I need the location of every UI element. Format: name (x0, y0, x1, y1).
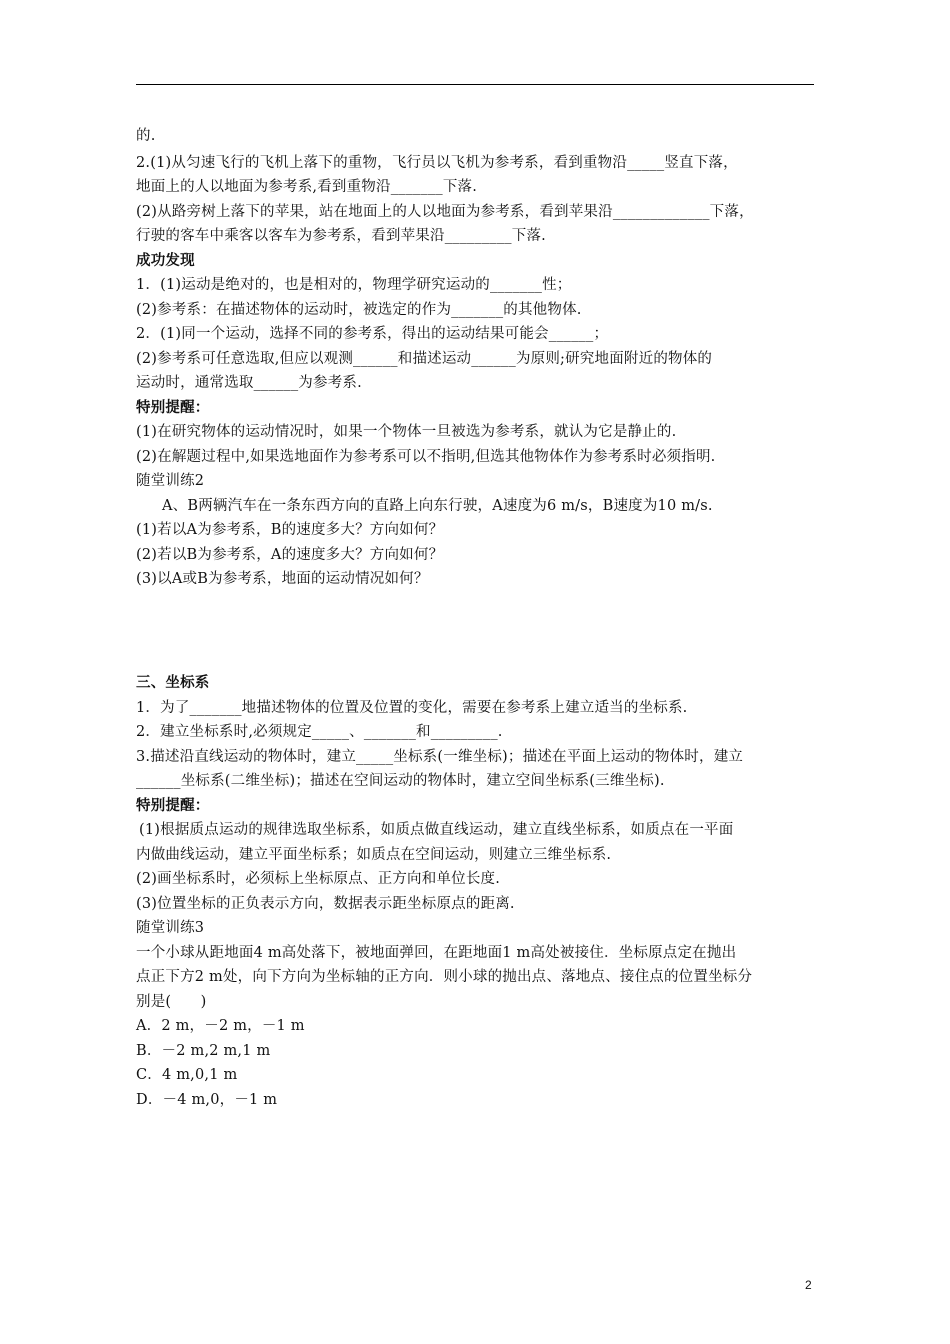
text-line: 2.(1)从匀速飞行的飞机上落下的重物，飞行员以飞机为参考系，看到重物沿_____竖直下落， (136, 155, 738, 171)
answer-option-d: D．－4 m,0，－1 m (136, 1092, 278, 1108)
section-heading: 成功发现 (136, 252, 195, 269)
text-line: (2)参考系：在描述物体的运动时，被选定的作为_______的其他物体. (136, 302, 582, 318)
answer-option-a: A．2 m，－2 m，－1 m (136, 1018, 305, 1034)
text-line: 行驶的客车中乘客以客车为参考系，看到苹果沿_________下落. (136, 228, 546, 244)
text-line: 一个小球从距地面4 m高处落下，被地面弹回，在距地面1 m高处被接住．坐标原点定在抛出 (136, 945, 737, 961)
section-heading: 三、坐标系 (136, 674, 210, 691)
text-line: 的. (136, 128, 156, 144)
text-line: 2．建立坐标系时,必须规定_____、_______和_________. (136, 724, 503, 740)
text-line: (3)位置坐标的正负表示方向，数据表示距坐标原点的距离. (136, 896, 515, 912)
section-heading: 特别提醒： (136, 797, 210, 814)
text-line: 内做曲线运动，建立平面坐标系；如质点在空间运动，则建立三维坐标系. (136, 847, 612, 863)
text-line: (2)参考系可任意选取,但应以观测______和描述运动______为原则;研究地面附近的物体的 (136, 351, 713, 367)
header-rule (136, 84, 814, 85)
text-line: 运动时，通常选取______为参考系. (136, 375, 362, 391)
text-line: (1)若以A为参考系，B的速度多大？方向如何？ (136, 522, 444, 538)
text-line: (1)在研究物体的运动情况时，如果一个物体一旦被选为参考系，就认为它是静止的. (136, 424, 677, 440)
answer-option-b: B．－2 m,2 m,1 m (136, 1043, 271, 1059)
page-number: 2 (805, 1278, 812, 1292)
exercise-title: 随堂训练2 (136, 473, 205, 489)
text-line: A、B两辆汽车在一条东西方向的直路上向东行驶，A速度为6 m/s，B速度为10 m/s. (162, 498, 713, 514)
text-line: 地面上的人以地面为参考系,看到重物沿_______下落. (136, 179, 478, 195)
text-line: 1．为了_______地描述物体的位置及位置的变化，需要在参考系上建立适当的坐标系. (136, 700, 688, 716)
text-line: 别是( ) (136, 994, 207, 1010)
text-line: (2)从路旁树上落下的苹果，站在地面上的人以地面为参考系，看到苹果沿_____________下落， (136, 204, 754, 220)
answer-option-c: C．4 m,0,1 m (136, 1067, 238, 1083)
text-line: (3)以A或B为参考系，地面的运动情况如何？ (136, 571, 429, 587)
text-line: (2)若以B为参考系，A的速度多大？方向如何？ (136, 547, 444, 563)
text-line: (2)在解题过程中,如果选地面作为参考系可以不指明,但选其他物体作为参考系时必须指明. (136, 449, 716, 465)
text-line: 2．(1)同一个运动，选择不同的参考系，得出的运动结果可能会______； (136, 326, 609, 342)
exercise-title: 随堂训练3 (136, 920, 205, 936)
text-line: 1．(1)运动是绝对的，也是相对的，物理学研究运动的_______性； (136, 277, 572, 293)
text-line: ______坐标系(二维坐标)；描述在空间运动的物体时，建立空间坐标系(三维坐标). (136, 773, 665, 789)
text-line: (2)画坐标系时，必须标上坐标原点、正方向和单位长度. (136, 871, 501, 887)
section-heading: 特别提醒： (136, 399, 210, 416)
text-line: 点正下方2 m处，向下方向为坐标轴的正方向．则小球的抛出点、落地点、接住点的位置坐标分 (136, 969, 753, 985)
text-line: (1)根据质点运动的规律选取坐标系，如质点做直线运动，建立直线坐标系，如质点在一平面 (139, 822, 734, 838)
text-line: 3.描述沿直线运动的物体时，建立_____坐标系(一维坐标)；描述在平面上运动的物体时，建立 (136, 749, 744, 765)
